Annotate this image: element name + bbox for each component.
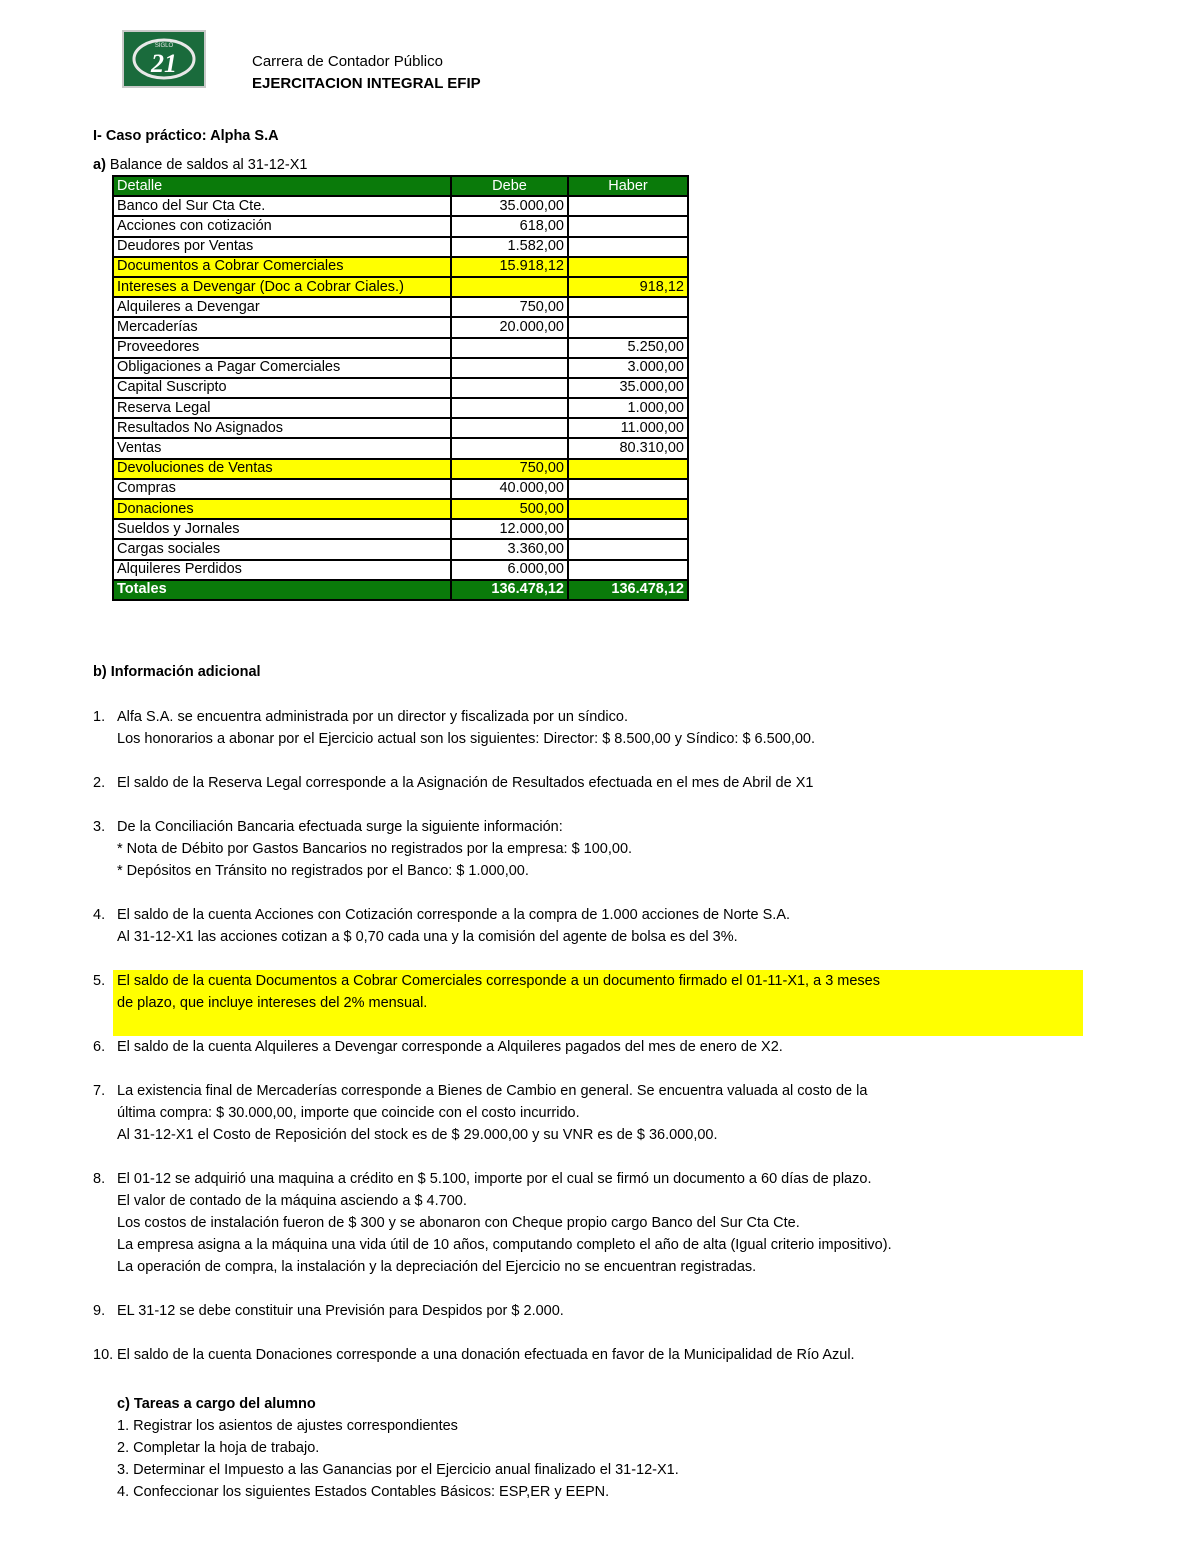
item-line: El saldo de la Reserva Legal corresponde a la Asignación de Resultados efectuada en el mes de Abril de X1 <box>117 775 814 791</box>
tasks-section <box>117 1393 679 1503</box>
item-line: El 01-12 se adquirió una maquina a crédito en $ 5.100, importe por el cual se firmó un documento a 60 días de plazo. <box>117 1171 872 1187</box>
case-title: I- Caso práctico: Alpha S.A <box>93 128 279 144</box>
item-line: de plazo, que incluye intereses del 2% mensual. <box>117 995 428 1011</box>
table-row <box>113 237 688 257</box>
row-detalle: Compras <box>113 479 451 499</box>
info-item-9 <box>93 1300 1083 1322</box>
info-item-1 <box>93 706 1083 750</box>
item-line: última compra: $ 30.000,00, importe que coincide con el costo incurrido. <box>117 1105 580 1121</box>
balance-title-text: Balance de saldos al 31-12-X1 <box>105 157 308 173</box>
row-debe <box>451 378 568 398</box>
item-line: El saldo de la cuenta Alquileres a Devengar corresponde a Alquileres pagados del mes de enero de X2. <box>117 1039 783 1055</box>
row-debe <box>451 438 568 458</box>
row-detalle: Acciones con cotización <box>113 216 451 236</box>
row-detalle: Alquileres a Devengar <box>113 297 451 317</box>
column-header: Debe <box>451 176 568 196</box>
row-detalle: Proveedores <box>113 338 451 358</box>
row-haber <box>568 196 688 216</box>
table-row-highlighted <box>113 257 688 277</box>
row-debe <box>451 398 568 418</box>
item-number: 5. <box>93 973 106 989</box>
logo-text: 21 <box>151 49 177 78</box>
item-line: El valor de contado de la máquina asciendo a $ 4.700. <box>117 1193 467 1209</box>
row-debe <box>451 277 568 297</box>
info-item-5-highlighted <box>93 970 1083 1036</box>
row-debe: 750,00 <box>451 459 568 479</box>
info-item-3 <box>93 816 1083 882</box>
logo-siglo21 <box>122 30 206 88</box>
column-header: Haber <box>568 176 688 196</box>
row-detalle: Resultados No Asignados <box>113 418 451 438</box>
row-haber <box>568 459 688 479</box>
row-haber <box>568 479 688 499</box>
balance-header-row <box>113 176 688 196</box>
table-row <box>113 438 688 458</box>
logo-emblem-icon <box>124 32 204 86</box>
table-row-highlighted <box>113 499 688 519</box>
row-detalle: Reserva Legal <box>113 398 451 418</box>
row-debe: 35.000,00 <box>451 196 568 216</box>
row-debe <box>451 418 568 438</box>
info-item-7 <box>93 1080 1083 1146</box>
info-list <box>93 706 1083 1366</box>
item-line: Alfa S.A. se encuentra administrada por un director y fiscalizada por un síndico. <box>117 709 628 725</box>
item-number: 6. <box>93 1039 106 1055</box>
career-title: Carrera de Contador Público <box>252 53 443 70</box>
info-item-2 <box>93 772 1083 794</box>
row-haber: 35.000,00 <box>568 378 688 398</box>
item-number: 4. <box>93 907 106 923</box>
totals-row <box>113 580 688 600</box>
row-debe: 6.000,00 <box>451 560 568 580</box>
row-detalle: Banco del Sur Cta Cte. <box>113 196 451 216</box>
row-detalle: Sueldos y Jornales <box>113 519 451 539</box>
item-line: Los costos de instalación fueron de $ 300 y se abonaron con Cheque propio cargo Banco del Sur Cta Cte. <box>117 1215 800 1231</box>
row-debe: 618,00 <box>451 216 568 236</box>
table-row <box>113 479 688 499</box>
row-detalle: Deudores por Ventas <box>113 237 451 257</box>
row-haber: 11.000,00 <box>568 418 688 438</box>
table-row <box>113 519 688 539</box>
row-haber: 5.250,00 <box>568 338 688 358</box>
row-haber: 1.000,00 <box>568 398 688 418</box>
row-debe: 500,00 <box>451 499 568 519</box>
table-row <box>113 297 688 317</box>
table-row <box>113 398 688 418</box>
info-item-8 <box>93 1168 1083 1278</box>
row-debe: 750,00 <box>451 297 568 317</box>
row-haber <box>568 317 688 337</box>
item-line: El saldo de la cuenta Documentos a Cobrar Comerciales corresponde a un documento firmado el 01-11-X1, a 3 meses <box>117 973 880 989</box>
balance-title-prefix: a) <box>93 157 106 173</box>
document-header <box>252 51 481 95</box>
row-debe: 1.582,00 <box>451 237 568 257</box>
row-haber: 80.310,00 <box>568 438 688 458</box>
table-row <box>113 418 688 438</box>
row-haber <box>568 560 688 580</box>
row-detalle: Mercaderías <box>113 317 451 337</box>
item-number: 8. <box>93 1171 106 1187</box>
row-haber <box>568 257 688 277</box>
row-detalle: Devoluciones de Ventas <box>113 459 451 479</box>
info-title: b) Información adicional <box>93 664 261 680</box>
row-haber <box>568 237 688 257</box>
item-line: Los honorarios a abonar por el Ejercicio actual son los siguientes: Director: $ 8.500,00 y Síndico: $ 6.500,00. <box>117 731 816 747</box>
table-row <box>113 539 688 559</box>
table-row <box>113 338 688 358</box>
row-debe: 40.000,00 <box>451 479 568 499</box>
totals-haber: 136.478,12 <box>568 580 688 600</box>
row-haber <box>568 499 688 519</box>
column-header: Detalle <box>113 176 451 196</box>
task-item: 1. Registrar los asientos de ajustes correspondientes <box>117 1418 458 1434</box>
totals-debe: 136.478,12 <box>451 580 568 600</box>
row-haber <box>568 539 688 559</box>
item-line: La operación de compra, la instalación y la depreciación del Ejercicio no se encuentran registradas. <box>117 1259 757 1275</box>
item-number: 7. <box>93 1083 106 1099</box>
row-haber <box>568 216 688 236</box>
item-number: 9. <box>93 1303 106 1319</box>
item-line: La empresa asigna a la máquina una vida útil de 10 años, computando completo el año de alta (Igual criterio impositivo). <box>117 1237 892 1253</box>
table-row <box>113 317 688 337</box>
item-line: Al 31-12-X1 las acciones cotizan a $ 0,70 cada una y la comisión del agente de bolsa es del 3%. <box>117 929 738 945</box>
row-haber: 918,12 <box>568 277 688 297</box>
item-line: Al 31-12-X1 el Costo de Reposición del stock es de $ 29.000,00 y su VNR es de $ 36.000,00. <box>117 1127 718 1143</box>
item-number: 10. <box>93 1347 114 1363</box>
item-line: De la Conciliación Bancaria efectuada surge la siguiente información: <box>117 819 563 835</box>
row-detalle: Cargas sociales <box>113 539 451 559</box>
tasks-title: c) Tareas a cargo del alumno <box>117 1396 316 1412</box>
item-line: * Nota de Débito por Gastos Bancarios no registrados por la empresa: $ 100,00. <box>117 841 633 857</box>
table-row <box>113 196 688 216</box>
document-subtitle: EJERCITACION INTEGRAL EFIP <box>252 75 481 92</box>
task-item: 2. Completar la hoja de trabajo. <box>117 1440 320 1456</box>
item-number: 2. <box>93 775 106 791</box>
info-item-10 <box>93 1344 1083 1366</box>
row-detalle: Capital Suscripto <box>113 378 451 398</box>
item-number: 3. <box>93 819 106 835</box>
row-haber: 3.000,00 <box>568 358 688 378</box>
row-debe: 12.000,00 <box>451 519 568 539</box>
item-line: EL 31-12 se debe constituir una Previsión para Despidos por $ 2.000. <box>117 1303 564 1319</box>
item-line: El saldo de la cuenta Donaciones corresponde a una donación efectuada en favor de la Municipalidad de Río Azul. <box>117 1347 855 1363</box>
row-haber <box>568 297 688 317</box>
table-row-highlighted <box>113 459 688 479</box>
totals-label: Totales <box>113 580 451 600</box>
item-line: La existencia final de Mercaderías corresponde a Bienes de Cambio en general. Se encuentra valuada al costo de la <box>117 1083 868 1099</box>
balance-table <box>112 175 689 601</box>
row-debe: 20.000,00 <box>451 317 568 337</box>
row-debe: 3.360,00 <box>451 539 568 559</box>
item-line: El saldo de la cuenta Acciones con Cotización corresponde a la compra de 1.000 acciones de Norte S.A. <box>117 907 791 923</box>
row-haber <box>568 519 688 539</box>
info-item-4 <box>93 904 1083 948</box>
row-detalle: Donaciones <box>113 499 451 519</box>
table-row <box>113 378 688 398</box>
row-detalle: Documentos a Cobrar Comerciales <box>113 257 451 277</box>
table-row-highlighted <box>113 277 688 297</box>
row-debe <box>451 338 568 358</box>
row-debe: 15.918,12 <box>451 257 568 277</box>
item-number: 1. <box>93 709 106 725</box>
logo-subtext: SIGLO <box>154 43 174 49</box>
row-debe <box>451 358 568 378</box>
row-detalle: Alquileres Perdidos <box>113 560 451 580</box>
row-detalle: Obligaciones a Pagar Comerciales <box>113 358 451 378</box>
row-detalle: Intereses a Devengar (Doc a Cobrar Ciales.) <box>113 277 451 297</box>
table-row <box>113 216 688 236</box>
balance-title <box>93 157 307 173</box>
task-item: 4. Confeccionar los siguientes Estados Contables Básicos: ESP,ER y EEPN. <box>117 1484 610 1500</box>
item-line: * Depósitos en Tránsito no registrados por el Banco: $ 1.000,00. <box>117 863 529 879</box>
info-item-6 <box>93 1036 1083 1058</box>
table-row <box>113 560 688 580</box>
table-row <box>113 358 688 378</box>
row-detalle: Ventas <box>113 438 451 458</box>
task-item: 3. Determinar el Impuesto a las Ganancias por el Ejercicio anual finalizado el 31-12-X1. <box>117 1462 679 1478</box>
